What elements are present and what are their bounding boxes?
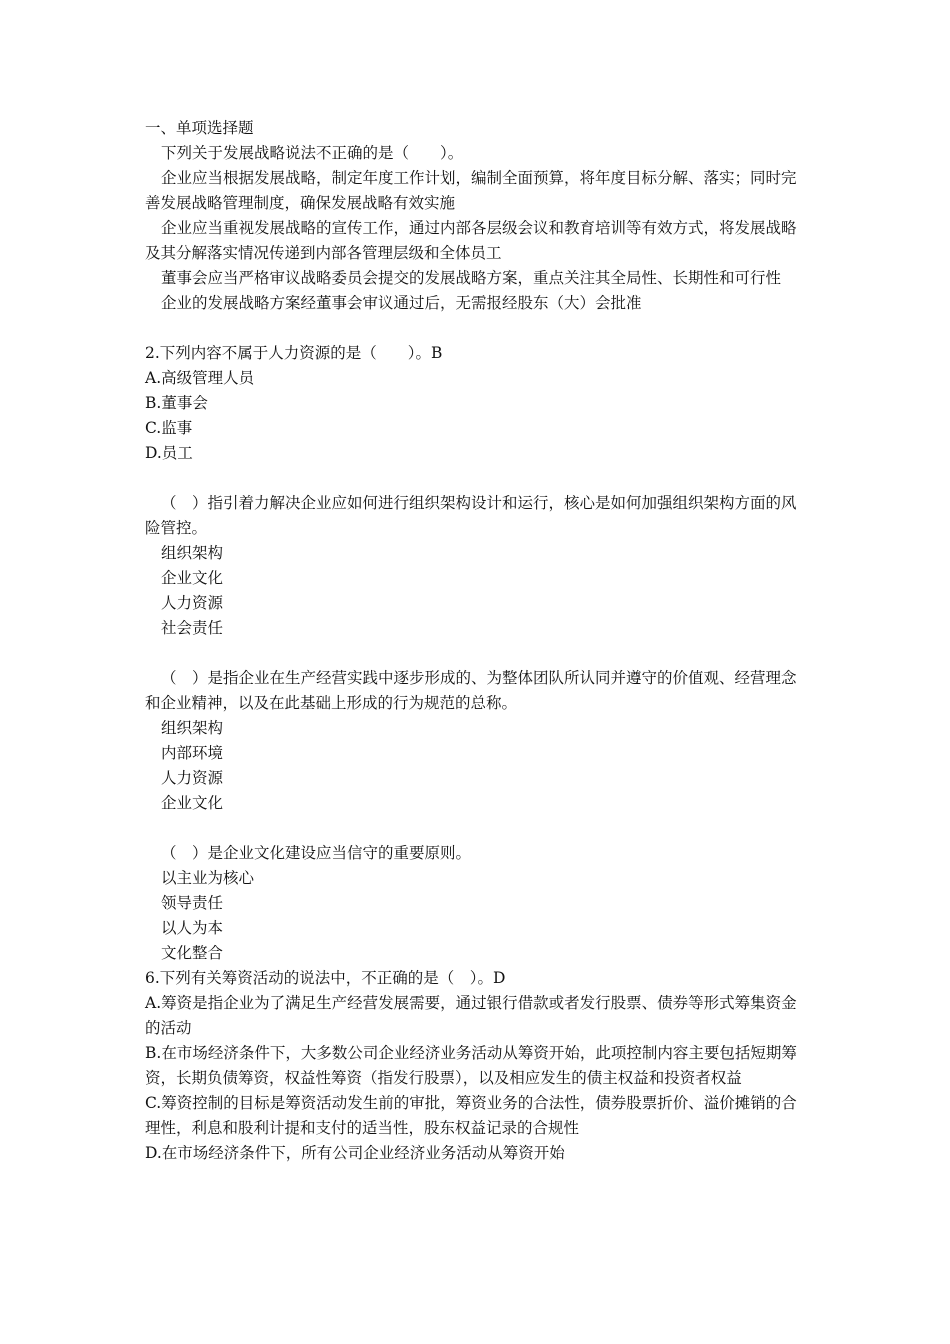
option-item: 以主业为核心 <box>161 869 255 887</box>
option-item: 组织架构 <box>161 719 224 737</box>
option-item: 企业的发展战略方案经董事会审议通过后，无需报经股东（大）会批准 <box>161 294 642 312</box>
option-item: 组织架构 <box>161 544 224 562</box>
option-item: C.筹资控制的目标是筹资活动发生前的审批，筹资业务的合法性，债券股票折价、溢价摊销的合理性，利息和股利计提和支付的适当性，股东权益记录的合规性 <box>145 1094 797 1137</box>
blank-line <box>145 816 810 841</box>
question-2 <box>145 341 810 466</box>
section-title: 一、单项选择题 <box>145 119 254 137</box>
option-item: A.高级管理人员 <box>145 369 255 387</box>
option-item: 人力资源 <box>161 594 224 612</box>
question-5 <box>145 841 810 966</box>
question-3 <box>145 491 810 641</box>
option-item: 人力资源 <box>161 769 224 787</box>
option-item: 内部环境 <box>161 744 224 762</box>
option-item: C.监事 <box>145 419 193 437</box>
blank-line <box>145 641 810 666</box>
option-item: 董事会应当严格审议战略委员会提交的发展战略方案，重点关注其全局性、长期性和可行性 <box>161 269 782 287</box>
option-item: 以人为本 <box>161 919 224 937</box>
question-1 <box>145 141 810 316</box>
question-stem: 下列关于发展战略说法不正确的是（ ）。 <box>161 144 464 162</box>
question-6 <box>145 966 810 1166</box>
option-item: 企业应当根据发展战略，制定年度工作计划，编制全面预算，将年度目标分解、落实；同时完善发展战略管理制度，确保发展战略有效实施 <box>145 169 797 212</box>
document-page <box>145 116 810 1166</box>
option-item: 企业文化 <box>161 569 224 587</box>
blank-line <box>145 466 810 491</box>
blank-line <box>145 316 810 341</box>
option-item: 企业文化 <box>161 794 224 812</box>
question-stem: （ ）是企业文化建设应当信守的重要原则。 <box>161 844 472 862</box>
option-item: 领导责任 <box>161 894 224 912</box>
option-item: 企业应当重视发展战略的宣传工作，通过内部各层级会议和教育培训等有效方式，将发展战略及其分解落实情况传递到内部各管理层级和全体员工 <box>145 219 797 262</box>
question-stem: 6.下列有关筹资活动的说法中，不正确的是（ ）。D <box>145 969 506 987</box>
question-stem: （ ）是指企业在生产经营实践中逐步形成的、为整体团队所认同并遵守的价值观、经营理念和企业精神，以及在此基础上形成的行为规范的总称。 <box>145 669 797 712</box>
option-item: B.在市场经济条件下，大多数公司企业经济业务活动从筹资开始，此项控制内容主要包括短期筹资，长期负债筹资，权益性筹资（指发行股票），以及相应发生的债主权益和投资者权益 <box>145 1044 797 1087</box>
option-item: D.员工 <box>145 444 193 462</box>
option-item: B.董事会 <box>145 394 208 412</box>
option-item: 文化整合 <box>161 944 224 962</box>
question-stem: 2.下列内容不属于人力资源的是（ ）。B <box>145 344 443 362</box>
option-item: D.在市场经济条件下，所有公司企业经济业务活动从筹资开始 <box>145 1144 565 1162</box>
option-item: A.筹资是指企业为了满足生产经营发展需要，通过银行借款或者发行股票、债券等形式筹集资金的活动 <box>145 994 797 1037</box>
question-4 <box>145 666 810 816</box>
option-item: 社会责任 <box>161 619 224 637</box>
question-stem: （ ）指引着力解决企业应如何进行组织架构设计和运行，核心是如何加强组织架构方面的风险管控。 <box>145 494 797 537</box>
